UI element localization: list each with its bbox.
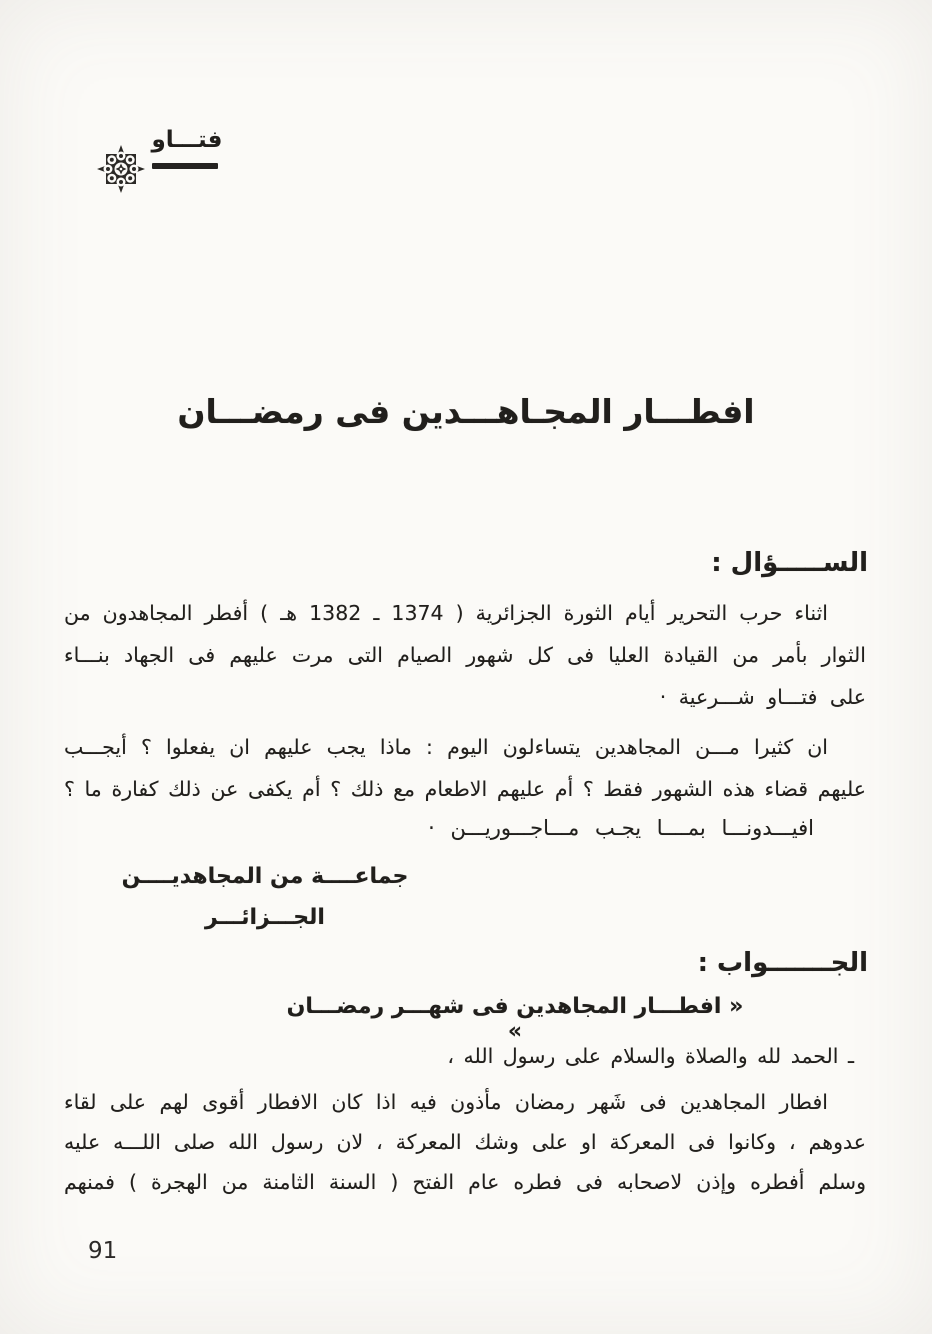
running-head-underline	[152, 163, 218, 169]
answer-line: وسلم أفطره وإذن لاصحابه فى فطره عام الفتح ( السنة الثامنة من الهجرة ) فمنهم	[64, 1170, 866, 1194]
question-line: على فتـــاو شـــرعية ·	[659, 685, 866, 709]
question-line: اثناء حرب التحرير أيام الثورة الجزائرية ( 1374 ـ 1382 هـ ) أفطر المجاهدون من	[64, 601, 828, 625]
signature-place: الجـــزائـــر	[205, 905, 325, 930]
question-line: الثوار بأمر من القيادة العليا فى كل شهور الصيام التى مرت عليهم فى الجهاد بنـــاء	[64, 643, 866, 667]
page-title: افطـــار المجـاهـــدين فى رمضـــان	[177, 392, 755, 431]
answer-heading: الجـــــــواب :	[697, 948, 868, 978]
answer-paragraph	[64, 1082, 866, 1202]
answer-hamd-line: ـ الحمد لله والصلاة والسلام على رسول الله ،	[447, 1044, 854, 1068]
question-heading: الســـــؤال :	[711, 548, 868, 578]
rosette-icon	[96, 136, 146, 202]
question-paragraph-2	[64, 726, 866, 810]
answer-subtitle: « افطـــار المجاهدين فى شهـــر رمضـــان »	[286, 994, 744, 1044]
question-line: ان كثيرا مـــن المجاهدين يتساءلون اليوم : ماذا يجب عليهم ان يفعلوا ؟ أيجـــب	[64, 735, 828, 759]
answer-line: عدوهم ، وكانوا فى المعركة او على وشك المعركة ، لان رسول الله صلى اللـــه عليه	[64, 1130, 866, 1154]
page-number: 91	[88, 1238, 118, 1264]
question-paragraph-1	[64, 592, 866, 718]
answer-line: افطار المجاهدين فى شَهر رمضان مأذون فيه اذا كان الافطار أقوى لهم على لقاء	[64, 1090, 828, 1114]
running-head-word: فتـــاو	[151, 127, 223, 153]
signature-group-name: جماعــــة من المجاهديــــن	[121, 864, 409, 889]
question-signature	[95, 856, 435, 938]
question-request-line: افيـــدونـــا بمــــا يجـب مـــاجـــوريـــن ·	[428, 816, 814, 840]
question-line: عليهم قضاء هذه الشهور فقط ؟ أم عليهم الاطعام مع ذلك ؟ أم يكفى عن ذلك كفارة ما ؟	[64, 777, 866, 801]
